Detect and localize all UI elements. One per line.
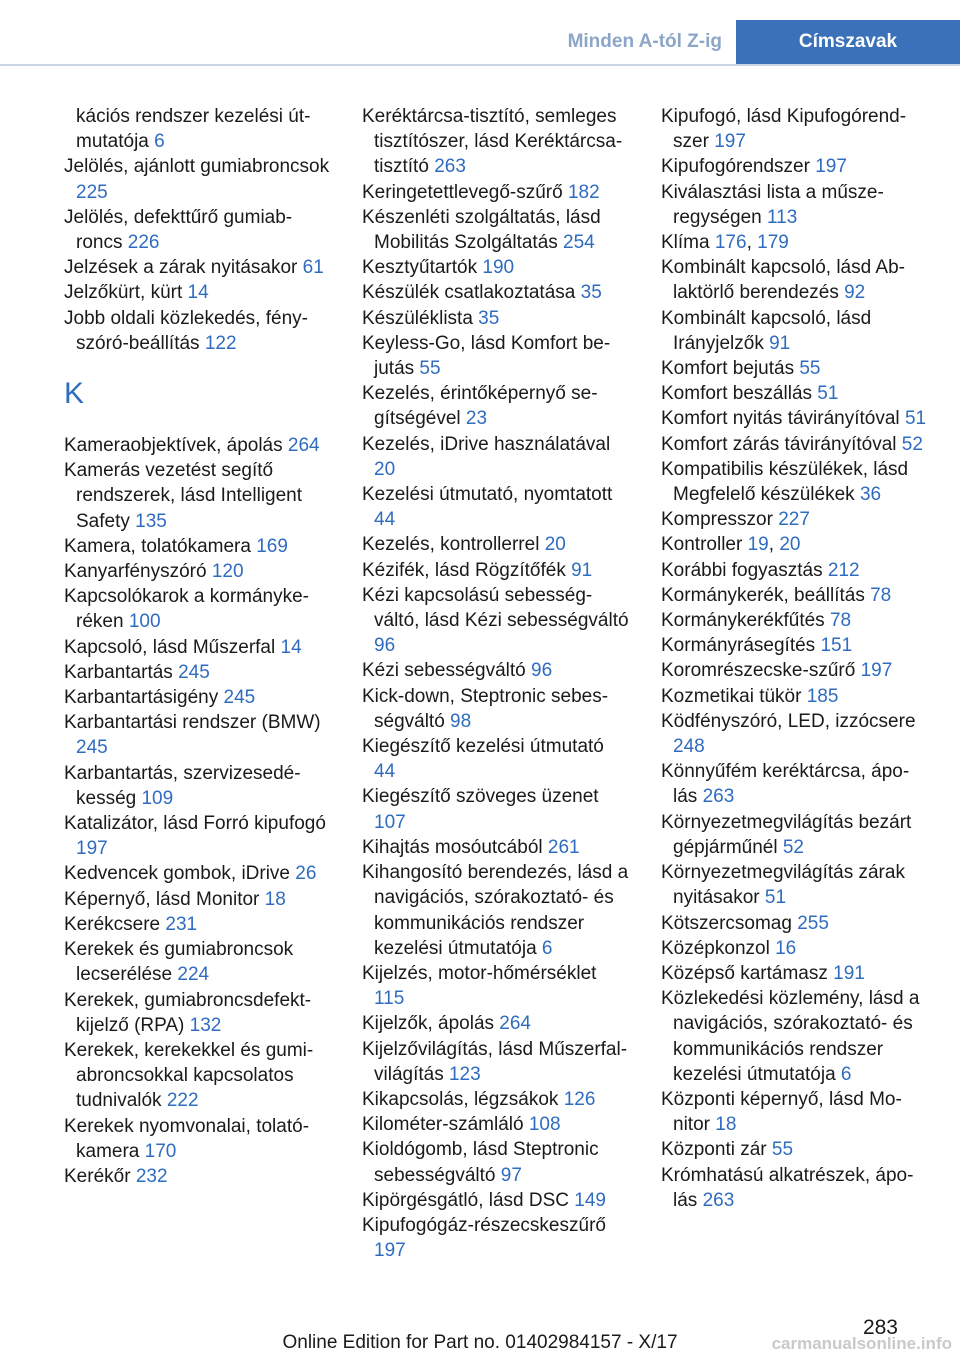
entry-text: Kihangosító berendezés, lásd a navigációs, szórakoztató- és kommunikációs rendszer kezelési útmutatója	[362, 862, 629, 959]
page-reference-link[interactable]: 212	[827, 559, 860, 581]
entry-text: Környezetmegvilágítás zárak nyitásakor	[661, 862, 905, 909]
index-entry	[64, 1114, 332, 1164]
index-entry	[362, 784, 630, 834]
index-entry	[64, 861, 332, 886]
entry-text: Kerekek, kerekekkel és gumiabroncsokkal kapcsolatos tudnivalók	[64, 1039, 314, 1112]
index-entry	[362, 684, 630, 734]
page-reference-link[interactable]: 52	[782, 836, 804, 858]
entry-text: Központi képernyő, lásd Monitor	[661, 1088, 902, 1136]
entry-text: Komfort beszállás	[661, 383, 818, 405]
entry-text: Készülék csatlakoztatása	[362, 282, 581, 304]
page-reference-link[interactable]: 61	[302, 257, 324, 279]
index-entry	[661, 356, 927, 381]
index-entry	[362, 331, 630, 381]
page-reference-link[interactable]: 190	[482, 257, 515, 279]
page-reference-link[interactable]: 108	[528, 1114, 561, 1136]
index-entry	[661, 709, 927, 759]
index-entry	[64, 988, 332, 1038]
page-reference-link[interactable]: 248	[673, 736, 705, 758]
page-reference-link[interactable]: 261	[547, 836, 580, 858]
page-reference-link[interactable]: 100	[128, 611, 161, 633]
index-entry	[64, 154, 332, 204]
index-entry	[661, 154, 927, 179]
index-entry	[362, 1037, 630, 1087]
entry-text: Katalizátor, lásd Forró kipufogó	[64, 813, 326, 835]
index-entry	[661, 860, 927, 910]
index-entry	[661, 608, 927, 633]
index-entry	[661, 911, 927, 936]
index-entry	[661, 936, 927, 961]
entry-text: Kezelés, érintőképernyő segítségével	[362, 383, 598, 430]
index-column-3	[661, 104, 927, 1213]
index-entry	[64, 912, 332, 937]
page-reference-link[interactable]: 98	[450, 710, 472, 732]
index-entry	[362, 180, 630, 205]
index-entry	[661, 583, 927, 608]
index-column-2	[362, 104, 630, 1263]
page-reference-link[interactable]: 20	[779, 534, 801, 556]
entry-text: Komfort zárás távirányítóval	[661, 433, 902, 455]
page-reference-link[interactable]: 14	[280, 636, 302, 658]
page-reference-link[interactable]: 123	[448, 1063, 481, 1085]
entry-text: Klíma	[661, 232, 715, 254]
page-reference-link[interactable]: 254	[563, 232, 595, 254]
page-reference-link[interactable]: 169	[256, 535, 288, 557]
page-reference-link[interactable]: 6	[840, 1063, 852, 1085]
page-reference-link[interactable]: 263	[702, 786, 735, 808]
page-reference-link[interactable]: 185	[806, 685, 839, 707]
entry-text: Karbantartás, szervizesedékesség	[64, 762, 301, 809]
index-entry	[64, 433, 332, 458]
entry-text: Kormánykerék, beállítás	[661, 584, 871, 606]
page-reference-link[interactable]: 18	[264, 888, 286, 910]
page-reference-link[interactable]: 92	[844, 282, 866, 304]
index-entry	[64, 104, 332, 154]
entry-text: Komfort bejutás	[661, 358, 800, 380]
index-entry	[661, 961, 927, 986]
page-reference-link[interactable]: 96	[531, 660, 553, 682]
entry-text: kációs rendszer kezelési útmutatója	[76, 106, 311, 153]
page-reference-link[interactable]: 255	[797, 912, 829, 934]
page-reference-link[interactable]: 6	[541, 937, 553, 959]
page-reference-link[interactable]: 91	[571, 559, 593, 581]
entry-text: Jelzések a zárak nyitásakor	[64, 257, 303, 279]
entry-text: Kameraobjektívek, ápolás	[64, 435, 288, 457]
page-reference-link[interactable]: 263	[702, 1189, 735, 1211]
entry-text: Központi zár	[661, 1139, 772, 1161]
index-entry	[64, 660, 332, 685]
index-entry	[362, 205, 630, 255]
entry-text: Középkonzol	[661, 937, 776, 959]
entry-text: Kiegészítő szöveges üzenet	[362, 786, 599, 808]
entry-text: Kormányrásegítés	[661, 635, 821, 657]
page-reference-link[interactable]: 182	[567, 181, 600, 203]
entry-text: Kompatibilis készülékek, lásd Megfelelő készülékek	[661, 458, 909, 506]
entry-text: Kézifék, lásd Rögzítőfék	[362, 559, 572, 581]
page-reference-link[interactable]: 51	[764, 887, 787, 909]
watermark: carmanualsonline.info	[771, 1334, 952, 1353]
entry-text: Közlekedési közlemény, lásd a navigációs, szórakoztató- és kommunikációs rendszer kezelési útmutatója	[661, 988, 920, 1085]
index-entry	[64, 937, 332, 987]
index-entry	[661, 759, 927, 809]
entry-text: Kiválasztási lista a műszeregységen	[661, 181, 884, 228]
entry-text: Kijelzők, ápolás	[362, 1013, 500, 1035]
page-number: 283	[862, 1316, 898, 1339]
page-reference-link[interactable]: 227	[778, 509, 810, 531]
index-entry	[64, 458, 332, 534]
page-reference-link[interactable]: 20	[544, 534, 566, 556]
entry-text: Kozmetikai tükör	[661, 685, 807, 707]
index-entry	[661, 658, 927, 683]
page-reference-link[interactable]: 26	[295, 863, 317, 885]
entry-text: Ködfényszóró, LED, izzócsere	[661, 710, 916, 732]
entry-text: Krómhatású alkatrészek, ápolás	[661, 1164, 914, 1211]
page-reference-link[interactable]: 170	[144, 1140, 177, 1162]
entry-text: Kötszercsomag	[661, 912, 798, 934]
section-tab: Címszavak	[736, 20, 960, 64]
index-entry	[362, 558, 630, 583]
page-reference-link[interactable]: 23	[465, 408, 488, 430]
page-reference-link[interactable]: 122	[204, 332, 237, 354]
entry-text: Komfort nyitás távirányítóval	[661, 408, 905, 430]
entry-text: Kijelzővilágítás, lásd Műszerfal-világítás	[362, 1038, 628, 1085]
entry-text: Kerekek, gumiabroncsdefektkijelző (RPA)	[64, 989, 312, 1036]
index-entry	[362, 1011, 630, 1036]
entry-text: Kamera, tolatókamera	[64, 535, 257, 557]
page-reference-link[interactable]: 78	[829, 610, 852, 632]
index-entry	[661, 507, 927, 532]
entry-text: Környezetmegvilágítás bezárt gépjárműnél	[661, 811, 912, 858]
page-reference-link[interactable]: 176	[714, 232, 747, 254]
page-reference-link[interactable]: 52	[901, 433, 923, 455]
index-entry	[362, 734, 630, 784]
index-entry	[362, 1213, 630, 1263]
index-entry	[64, 559, 332, 584]
index-entry	[64, 306, 332, 356]
page-reference-link[interactable]: 222	[166, 1090, 199, 1112]
entry-text: Készüléklista	[362, 307, 479, 329]
index-entry	[661, 255, 927, 305]
index-entry	[362, 381, 630, 431]
entry-text: Kormánykerékfűtés	[661, 610, 830, 632]
entry-text: Kipörgésgátló, lásd DSC	[362, 1189, 575, 1211]
index-entry	[661, 1163, 927, 1213]
page-reference-link[interactable]: 107	[374, 811, 406, 833]
page-reference-link[interactable]: 191	[833, 962, 865, 984]
entry-text: Jelölés, ajánlott gumiabroncsok	[64, 156, 330, 178]
entry-text: Kontroller	[661, 534, 748, 556]
page-reference-link[interactable]: 35	[580, 282, 602, 304]
index-entry	[362, 306, 630, 331]
entry-text: Koromrészecske-szűrő	[661, 660, 861, 682]
entry-text: Jobb oldali közlekedés, fényszóró-beállítás	[64, 307, 308, 354]
index-entry	[661, 406, 927, 431]
page-reference-link[interactable]: 197	[76, 838, 108, 860]
index-entry	[362, 1137, 630, 1187]
page-reference-link[interactable]: 149	[574, 1189, 606, 1211]
index-entry	[661, 180, 927, 230]
page-reference-link[interactable]: 179	[757, 232, 789, 254]
page-reference-link[interactable]: 109	[141, 787, 174, 809]
page-reference-link[interactable]: 91	[769, 332, 791, 354]
page-header	[0, 20, 960, 66]
entry-text: Kezelési útmutató, nyomtatott	[362, 484, 613, 506]
index-entry	[64, 255, 332, 280]
page-reference-link[interactable]: 51	[817, 383, 839, 405]
breadcrumb: Minden A-tól Z-ig	[567, 31, 722, 52]
entry-text: Kézi kapcsolású sebességváltó, lásd Kézi sebességváltó	[362, 584, 629, 632]
index-entry	[661, 104, 927, 154]
page-reference-link[interactable]: 197	[714, 131, 746, 153]
page-reference-link[interactable]: 132	[189, 1014, 222, 1036]
entry-text: Karbantartás	[64, 661, 179, 683]
page-reference-link[interactable]: 151	[820, 635, 853, 657]
page-reference-link[interactable]: 245	[178, 661, 210, 683]
page-reference-link[interactable]: 18	[715, 1114, 737, 1136]
entry-text: Kipufogógáz-részecskeszűrő	[362, 1214, 606, 1236]
index-entry	[661, 810, 927, 860]
entry-text: Kombinált kapcsoló, lásd Ablaktörlő berendezés	[661, 257, 905, 304]
index-column-1	[64, 104, 332, 1189]
page-reference-link[interactable]: 263	[434, 156, 466, 178]
index-entry	[661, 1137, 927, 1162]
page-reference-link[interactable]: 264	[499, 1013, 531, 1035]
entry-text: Kiegészítő kezelési útmutató	[362, 736, 604, 758]
page-reference-link[interactable]: 197	[374, 1240, 406, 1262]
footer-edition: Online Edition for Part no. 01402984157 - X/17	[282, 1332, 678, 1353]
entry-text: Kerékcsere	[64, 913, 166, 935]
page-reference-link[interactable]: 245	[76, 737, 108, 759]
entry-text: Kombinált kapcsoló, lásd Irányjelzők	[661, 307, 872, 354]
index-entry	[64, 584, 332, 634]
index-entry	[661, 306, 927, 356]
index-entry	[362, 104, 630, 180]
index-entry	[64, 761, 332, 811]
page-reference-link[interactable]: 226	[127, 232, 160, 254]
entry-text: Középső kartámasz	[661, 962, 834, 984]
entry-text: Kezelés, iDrive használatával	[362, 433, 611, 455]
entry-text: Készenléti szolgáltatás, lásd Mobilitás Szolgáltatás	[362, 206, 601, 254]
index-entry	[661, 684, 927, 709]
page-reference-link[interactable]: 113	[767, 206, 798, 228]
index-entry	[362, 532, 630, 557]
index-entry	[64, 887, 332, 912]
page-reference-link[interactable]: 115	[374, 988, 405, 1010]
page-reference-link[interactable]: 126	[563, 1088, 596, 1110]
page-reference-link[interactable]: 51	[904, 408, 927, 430]
entry-text: Kézi sebességváltó	[362, 660, 531, 682]
entry-text: Keréktárcsa-tisztító, semleges tisztítószer, lásd Keréktárcsa-tisztító	[362, 106, 623, 178]
page-reference-link[interactable]: 44	[374, 761, 396, 783]
index-entry	[661, 1087, 927, 1137]
index-entry	[362, 255, 630, 280]
entry-text: Kipufogó, lásd Kipufogórendszer	[661, 106, 907, 153]
entry-text: Keyless-Go, lásd Komfort bejutás	[362, 332, 611, 380]
entry-text: Jelölés, defekttűrő gumiabroncs	[64, 206, 293, 254]
page-reference-link[interactable]: 135	[135, 510, 167, 532]
index-entry	[362, 961, 630, 1011]
page-reference-link[interactable]: 55	[799, 358, 821, 380]
index-entry	[64, 635, 332, 660]
page-reference-link[interactable]: 44	[374, 509, 396, 531]
entry-text: Kapcsoló, lásd Műszerfal	[64, 636, 281, 658]
index-entry	[661, 558, 927, 583]
entry-text: Kesztyűtartók	[362, 257, 483, 279]
entry-text: Karbantartási rendszer (BMW)	[64, 712, 321, 734]
page-reference-link[interactable]: 97	[500, 1164, 522, 1186]
index-entry	[362, 860, 630, 961]
index-entry	[362, 583, 630, 659]
index-entry	[661, 457, 927, 507]
index-entry	[64, 710, 332, 760]
page-reference-link[interactable]: 20	[374, 458, 396, 480]
entry-text: Jelzőkürt, kürt	[64, 282, 188, 304]
entry-text: Kioldógomb, lásd Steptronic sebességváltó	[362, 1139, 599, 1186]
section-letter: K	[64, 377, 85, 411]
index-entry	[661, 986, 927, 1087]
index-entry	[64, 1038, 332, 1114]
page-reference-link[interactable]: 19	[747, 534, 769, 556]
page-reference-link[interactable]: 245	[223, 687, 256, 709]
entry-text: Kanyarfényszóró	[64, 561, 212, 583]
entry-text: Képernyő, lásd Monitor	[64, 888, 265, 910]
page-reference-link[interactable]: 55	[771, 1139, 794, 1161]
index-entry	[362, 835, 630, 860]
page-reference-link[interactable]: 225	[76, 181, 108, 203]
index-entry	[64, 685, 332, 710]
index-entry	[64, 1164, 332, 1189]
index-entry: Kontroller 19, 20	[661, 534, 801, 556]
entry-text: Könnyűfém keréktárcsa, ápolás	[661, 761, 910, 808]
entry-text: Kerékőr	[64, 1165, 136, 1187]
index-entry	[64, 811, 332, 861]
index-entry	[362, 280, 630, 305]
entry-text: Keringetettlevegő-szűrő	[362, 181, 568, 203]
entry-text: Kihajtás mosóutcából	[362, 836, 548, 858]
entry-text: Kilométer-számláló	[362, 1114, 529, 1136]
page-reference-link[interactable]: 36	[859, 484, 882, 506]
entry-text: Kerekek és gumiabroncsok lecserélése	[64, 939, 294, 986]
entry-text: Kijelzés, motor-hőmérséklet	[362, 962, 597, 984]
index-entry	[362, 1087, 630, 1112]
page-reference-link[interactable]: 16	[775, 937, 797, 959]
page-reference-link[interactable]: 35	[478, 307, 500, 329]
entry-text: Korábbi fogyasztás	[661, 559, 828, 581]
index-entry	[64, 280, 332, 305]
page-reference-link[interactable]: 14	[187, 282, 209, 304]
index-entry	[64, 205, 332, 255]
entry-text: Kikapcsolás, légzsákok	[362, 1088, 564, 1110]
page-reference-link[interactable]: 232	[135, 1165, 168, 1187]
page-reference-link[interactable]: 231	[165, 913, 198, 935]
entry-text: Karbantartásigény	[64, 687, 224, 709]
index-entry	[661, 633, 927, 658]
page-reference-link[interactable]: 197	[815, 156, 847, 178]
entry-text: Kerekek nyomvonalai, tolatókamera	[64, 1115, 310, 1162]
page-reference-link[interactable]: 224	[177, 964, 210, 986]
page-reference-link[interactable]: 197	[860, 660, 893, 682]
entry-text: Kick-down, Steptronic sebességváltó	[362, 685, 609, 732]
index-entry	[64, 534, 332, 559]
page-reference-link[interactable]: 96	[374, 635, 396, 657]
index-entry: Klíma 176, 179	[661, 232, 789, 254]
index-entry	[362, 482, 630, 532]
entry-text: Kamerás vezetést segítő rendszerek, lásd Intelligent Safety	[64, 460, 303, 532]
page-reference-link[interactable]: 55	[419, 358, 441, 380]
index-entry	[362, 432, 630, 482]
index-entry	[362, 1112, 630, 1137]
index-entry	[661, 381, 927, 406]
entry-text: Kezelés, kontrollerrel	[362, 534, 545, 556]
entry-text: Kipufogórendszer	[661, 156, 816, 178]
entry-text: Kedvencek gombok, iDrive	[64, 863, 296, 885]
index-entry	[661, 432, 927, 457]
index-entry	[362, 1188, 630, 1213]
page-reference-link[interactable]: 264	[287, 435, 320, 457]
entry-text: Kompresszor	[661, 509, 779, 531]
page-reference-link[interactable]: 78	[870, 584, 892, 606]
page-reference-link[interactable]: 120	[211, 561, 244, 583]
page-reference-link[interactable]: 6	[154, 131, 165, 153]
index-entry	[362, 658, 630, 683]
entry-text: Kapcsolókarok a kormánykeréken	[64, 586, 309, 633]
